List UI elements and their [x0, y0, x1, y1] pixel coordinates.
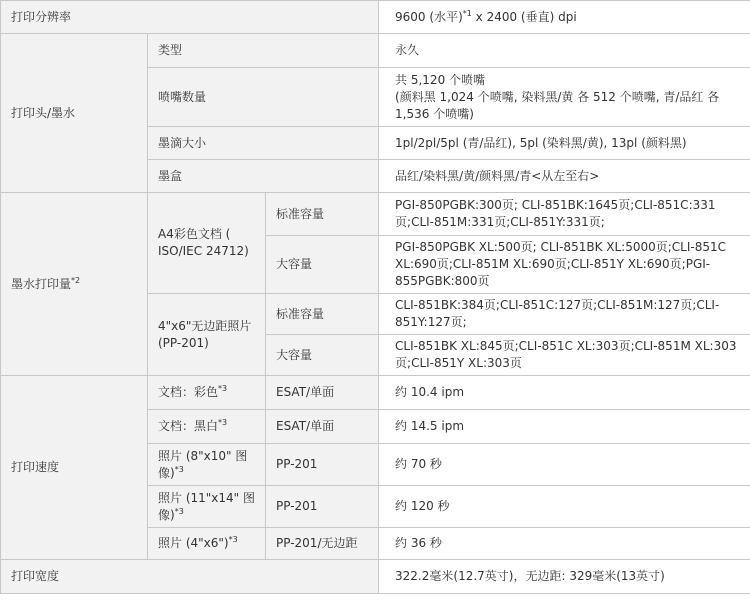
cartridge-label-text: 墨盒 [158, 168, 183, 183]
speed-doc-bw-label [148, 410, 266, 444]
speed-label [1, 376, 148, 560]
speed-doc-color-mode [266, 376, 379, 410]
speed-photo-4x6-value [379, 528, 750, 560]
yield-a4-large-label [266, 236, 379, 294]
speed-doc-bw-footnote: *3 [218, 418, 228, 427]
droplet-value [379, 127, 750, 160]
resolution-row [1, 1, 750, 34]
width-row [1, 560, 750, 594]
speed-doc-bw-mode [266, 410, 379, 444]
nozzle-label-text: 喷嘴数量 [158, 89, 207, 104]
width-value-text: 322.2毫米(12.7英寸)，无边距: 329毫米(13英寸) [395, 569, 665, 583]
droplet-label-text: 墨滴大小 [158, 135, 207, 150]
speed-doc-bw-mode-text: ESAT/单面 [276, 419, 335, 433]
speed-photo-4x6-label-text: 照片 (4"x6") [158, 536, 229, 550]
cartridge-value-text: 品红/染料黑/黄/颜料黑/青<从左至右> [395, 168, 600, 183]
droplet-value-text: 1pl/2pl/5pl (青/品红), 5pl (染料黑/黄), 13pl (颜料黑) [395, 135, 687, 150]
yield-photo-label-text: 4"x6"无边距照片 (PP-201) [158, 318, 252, 350]
speed-photo-8x10-label [148, 444, 266, 486]
nozzle-detail: (颜料黑 1,024 个喷嘴, 染料黑/黄 各 512 个喷嘴, 青/品红 各 1,536 个喷嘴) [395, 89, 720, 121]
cartridge-label [148, 160, 379, 193]
yield-a4-large-value [379, 236, 750, 294]
width-value [379, 560, 750, 594]
nozzle-value [379, 68, 750, 127]
printhead-type-row [1, 34, 750, 68]
yield-a4-standard-value [379, 193, 750, 236]
yield-a4-standard-row [1, 193, 750, 236]
speed-photo-11x14-label [148, 486, 266, 528]
speed-photo-4x6-mode [266, 528, 379, 560]
speed-doc-color-footnote: *3 [218, 384, 228, 393]
speed-photo-4x6-mode-text: PP-201/无边距 [276, 536, 358, 550]
yield-photo-large-label [266, 335, 379, 376]
yield-photo-standard-label-text: 标准容量 [276, 306, 325, 321]
yield-photo-standard-label [266, 294, 379, 335]
speed-photo-11x14-value [379, 486, 750, 528]
speed-photo-11x14-label-text: 照片 (11"x14" 图像) [158, 490, 255, 522]
width-label-text: 打印宽度 [11, 569, 60, 583]
speed-doc-color-label [148, 376, 266, 410]
resolution-value [379, 1, 750, 34]
speed-photo-4x6-value-text: 约 36 秒 [395, 536, 442, 550]
yield-a4-standard-label-text: 标准容量 [276, 206, 325, 221]
speed-photo-8x10-footnote: *3 [174, 464, 184, 474]
speed-photo-11x14-mode [266, 486, 379, 528]
cartridge-value [379, 160, 750, 193]
yield-label [1, 193, 148, 376]
speed-photo-8x10-value-text: 约 70 秒 [395, 457, 442, 471]
yield-photo-label [148, 294, 266, 376]
nozzle-total: 共 5,120 个喷嘴 [395, 72, 486, 87]
printhead-label [1, 34, 148, 193]
speed-doc-color-label-text: 文档：彩色 [158, 385, 219, 399]
printhead-type-value [379, 34, 750, 68]
printhead-label-text: 打印头/墨水 [11, 105, 76, 120]
yield-label-text: 墨水打印量 [11, 276, 72, 291]
speed-doc-bw-value [379, 410, 750, 444]
speed-photo-11x14-mode-text: PP-201 [276, 499, 318, 513]
width-label [1, 560, 379, 594]
yield-photo-large-value-text: CLI-851BK XL:845页;CLI-851C XL:303页;CLI-851M XL:303页;CLI-851Y XL:303页 [395, 339, 737, 370]
speed-doc-color-mode-text: ESAT/单面 [276, 385, 335, 399]
yield-photo-large-label-text: 大容量 [276, 347, 313, 362]
yield-a4-large-label-text: 大容量 [276, 257, 313, 271]
speed-photo-4x6-label [148, 528, 266, 560]
speed-photo-11x14-value-text: 约 120 秒 [395, 499, 450, 513]
speed-doc-color-value-text: 约 10.4 ipm [395, 385, 465, 399]
yield-footnote: *2 [71, 275, 81, 285]
speed-photo-8x10-mode [266, 444, 379, 486]
speed-doc-bw-label-text: 文档：黑白 [158, 419, 219, 433]
droplet-label [148, 127, 379, 160]
speed-photo-8x10-label-text: 照片 (8"x10" 图像) [158, 448, 248, 480]
speed-doc-color-value [379, 376, 750, 410]
printhead-type-label-text: 类型 [158, 43, 183, 57]
resolution-label [1, 1, 379, 34]
speed-photo-8x10-value [379, 444, 750, 486]
speed-doc-color-row [1, 376, 750, 410]
yield-a4-standard-label [266, 193, 379, 236]
printhead-type-label [148, 34, 379, 68]
resolution-value-b: x 2400 (垂直) dpi [471, 9, 577, 24]
yield-a4-label-text: A4彩色文档 ( ISO/IEC 24712) [158, 227, 249, 258]
resolution-footnote: *1 [462, 8, 472, 18]
yield-photo-standard-value-text: CLI-851BK:384页;CLI-851C:127页;CLI-851M:127页;CLI-851Y:127页; [395, 298, 720, 329]
yield-a4-large-value-text: PGI-850PGBK XL:500页; CLI-851BK XL:5000页;CLI-851C XL:690页;CLI-851M XL:690页;CLI-851Y XL:690页;PGI-855PGBK:800页 [395, 240, 727, 288]
speed-doc-bw-value-text: 约 14.5 ipm [395, 419, 465, 433]
speed-photo-8x10-mode-text: PP-201 [276, 457, 318, 471]
nozzle-label [148, 68, 379, 127]
yield-photo-standard-value [379, 294, 750, 335]
speed-label-text: 打印速度 [11, 460, 60, 474]
yield-photo-large-value [379, 335, 750, 376]
speed-photo-4x6-footnote: *3 [228, 535, 238, 544]
speed-photo-11x14-footnote: *3 [174, 506, 184, 516]
resolution-label-text: 打印分辨率 [11, 9, 72, 24]
yield-a4-label [148, 193, 266, 294]
resolution-value-a: 9600 (水平) [395, 9, 463, 24]
yield-a4-standard-value-text: PGI-850PGBK:300页; CLI-851BK:1645页;CLI-851C:331页;CLI-851M:331页;CLI-851Y:331页; [395, 198, 716, 229]
printhead-type-value-text: 永久 [395, 43, 420, 57]
